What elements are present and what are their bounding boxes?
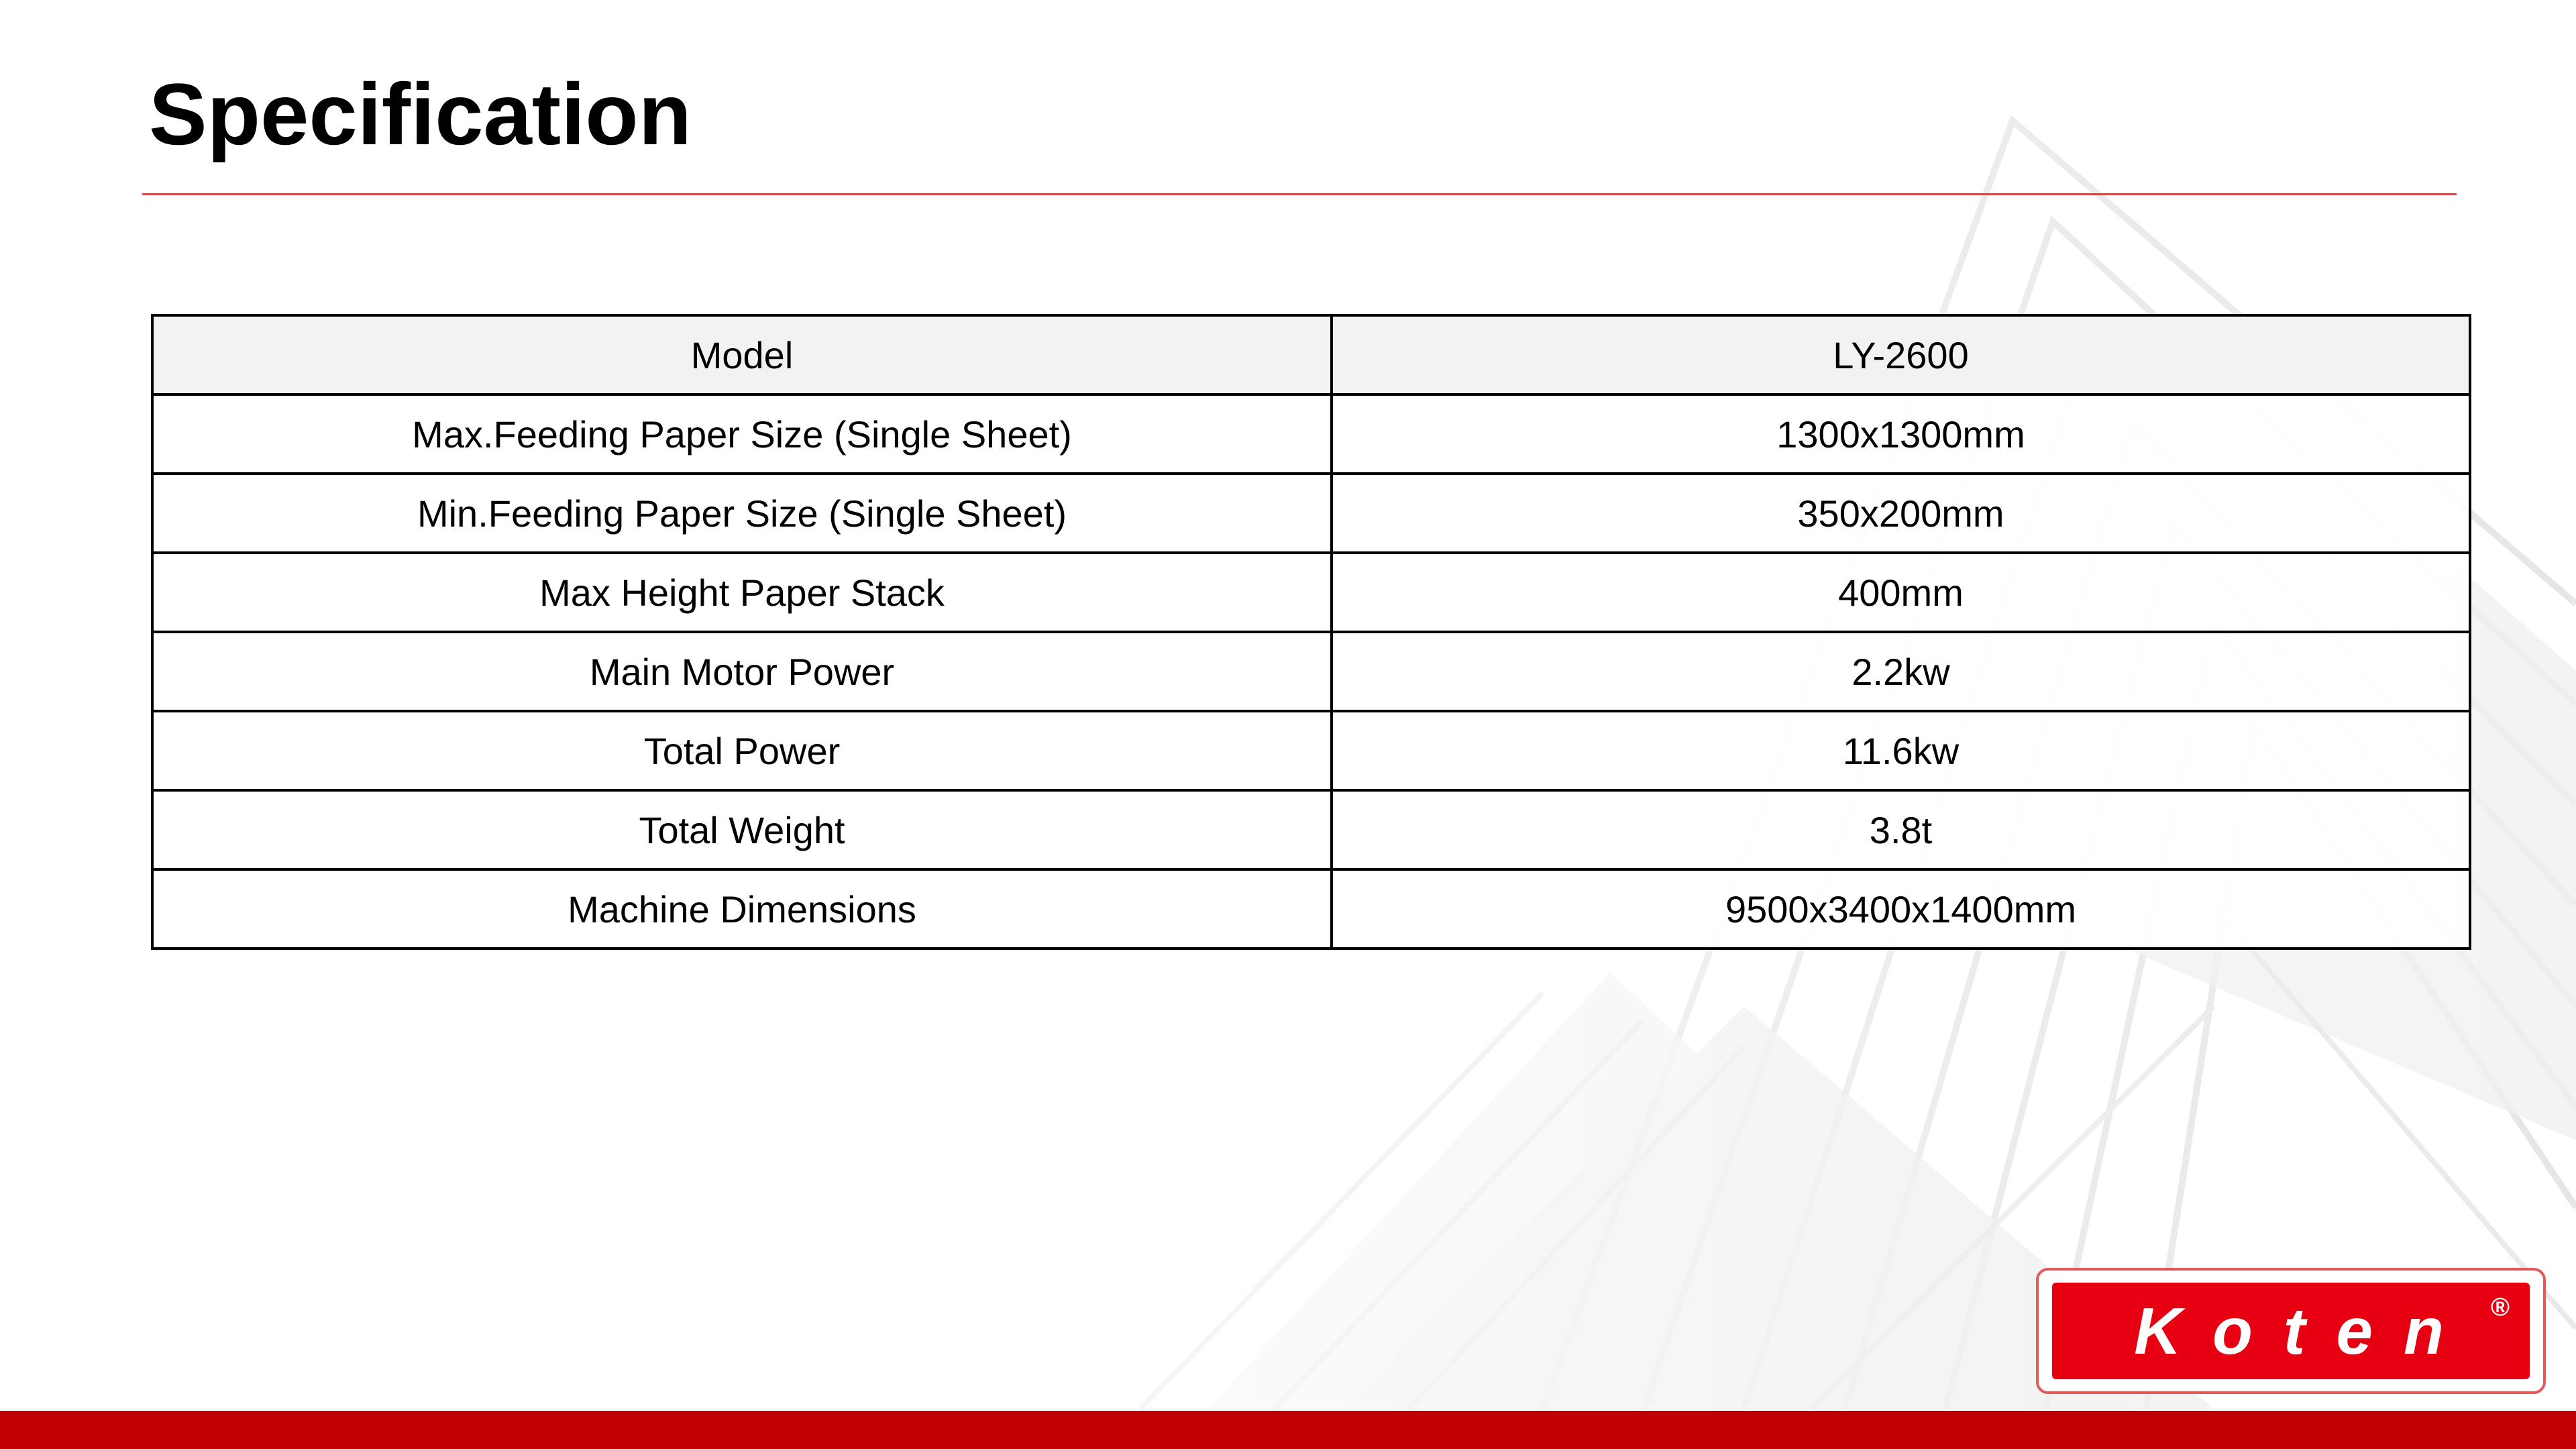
footer-bar: [0, 1411, 2576, 1449]
spec-value: 11.6kw: [1332, 711, 2470, 790]
table-row: [152, 711, 2470, 790]
spec-label: Machine Dimensions: [152, 869, 1332, 949]
table-row: [152, 869, 2470, 949]
spec-value: 3.8t: [1332, 790, 2470, 869]
title-divider: [142, 193, 2457, 195]
registered-mark: ®: [2491, 1293, 2510, 1322]
table-row: [152, 394, 2470, 474]
spec-label: Max.Feeding Paper Size (Single Sheet): [152, 394, 1332, 474]
table-header-row: [152, 315, 2470, 394]
spec-value: 1300x1300mm: [1332, 394, 2470, 474]
spec-value: 350x200mm: [1332, 474, 2470, 553]
table-row: [152, 474, 2470, 553]
koten-logo: [2036, 1268, 2546, 1394]
spec-label: Total Weight: [152, 790, 1332, 869]
spec-value: 2.2kw: [1332, 632, 2470, 711]
spec-label: Max Height Paper Stack: [152, 553, 1332, 632]
table-row: [152, 790, 2470, 869]
logo-wordmark: Koten: [2134, 1293, 2475, 1368]
spec-label: Main Motor Power: [152, 632, 1332, 711]
table-header-value: LY-2600: [1332, 315, 2470, 394]
spec-label: Total Power: [152, 711, 1332, 790]
table-header-label: Model: [152, 315, 1332, 394]
table-row: [152, 632, 2470, 711]
spec-value: 9500x3400x1400mm: [1332, 869, 2470, 949]
spec-value: 400mm: [1332, 553, 2470, 632]
spec-label: Min.Feeding Paper Size (Single Sheet): [152, 474, 1332, 553]
table-row: [152, 553, 2470, 632]
page-title: Specification: [149, 65, 692, 163]
specification-table: [151, 314, 2471, 950]
logo-plate: [2052, 1283, 2530, 1379]
